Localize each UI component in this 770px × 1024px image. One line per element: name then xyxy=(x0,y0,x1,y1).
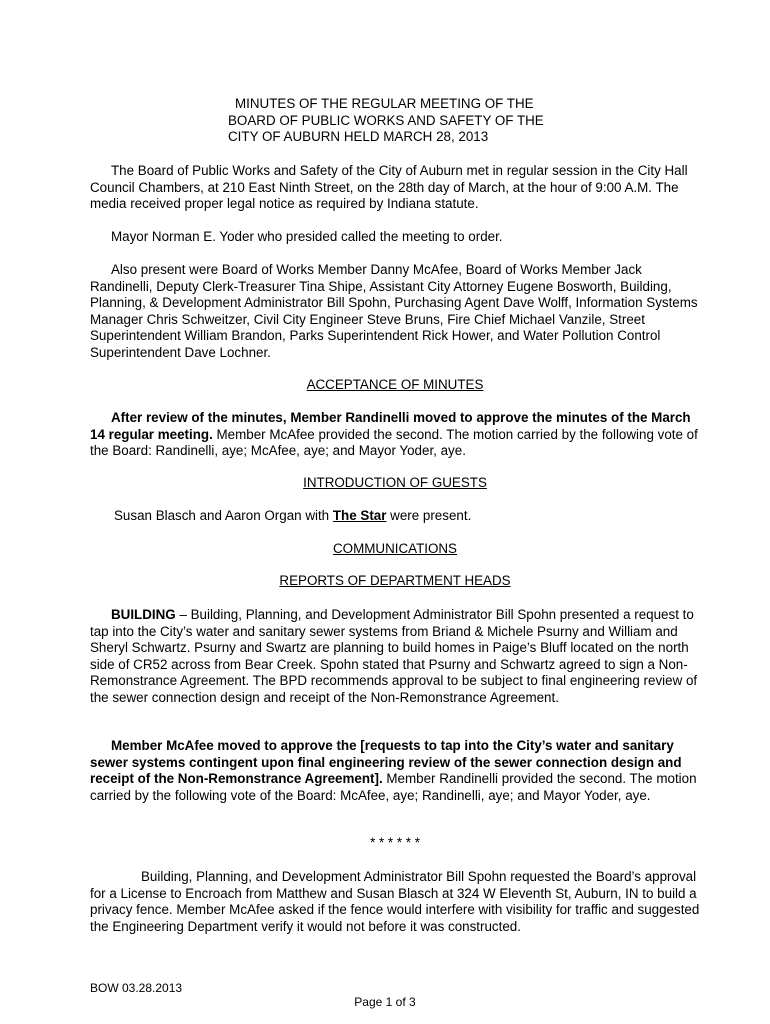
footer-document-code: BOW 03.28.2013 xyxy=(90,981,183,995)
section-heading-communications: COMMUNICATIONS xyxy=(333,541,457,556)
building-paragraph: BUILDING – Building, Planning, and Development Administrator Bill Spohn presented a request to tap into the City’s water and sanitary sewer systems from Briand & Michele Psurny and William and Sheryl Schwartz. Psurny and Swartz are planning to build homes in Paige’s Bluff located on the north side of CR52 across from Bear Creek. Spohn stated that Psurny and Schwartz agreed to sign a Non-Remonstrance Agreement. The BPD recommends approval to be subject to final engineering review of the sewer connection design and receipt of the Non-Remonstrance Agreement. xyxy=(90,607,698,705)
intro-paragraph: The Board of Public Works and Safety of the City of Auburn met in regular session in the City Hall Council Chambers, at 210 East Ninth Street, on the 28th day of March, at the hour of 9:00 A.M. The media received proper legal notice as required by Indiana statute. xyxy=(90,163,688,212)
acceptance-motion: After review of the minutes, Member Randinelli moved to approve the minutes of the March 14 regular meeting. xyxy=(90,410,691,442)
building-label: BUILDING xyxy=(111,607,176,622)
title-line-2: BOARD OF PUBLIC WORKS AND SAFETY OF THE xyxy=(228,112,544,128)
building-motion: Member McAfee moved to approve the [requests to tap into the City’s water and sanitary sewer systems contingent upon final engineering review of the sewer connection design and receipt of the Non-Remonstrance Agreement]. xyxy=(90,738,682,787)
section-heading-acceptance: ACCEPTANCE OF MINUTES xyxy=(306,377,484,392)
acceptance-vote: Member McAfee provided the second. The motion carried by the following vote of the Board: Randinelli, aye; McAfee, aye; and Mayor Yoder, aye. xyxy=(90,426,698,459)
document-title xyxy=(228,96,588,146)
guests-paragraph: Susan Blasch and Aaron Organ with The Star were present. xyxy=(114,508,472,523)
footer-page-number: Page 1 of 3 xyxy=(354,995,416,1009)
section-heading-reports: REPORTS OF DEPARTMENT HEADS xyxy=(279,573,511,588)
title-line-3: CITY OF AUBURN HELD MARCH 28, 2013 xyxy=(228,129,489,145)
newspaper-name: The Star xyxy=(332,508,387,523)
separator: * * * * * * xyxy=(370,835,420,850)
mayor-paragraph: Mayor Norman E. Yoder who presided called the meeting to order. xyxy=(111,229,503,244)
section-heading-guests: INTRODUCTION OF GUESTS xyxy=(303,475,487,490)
acceptance-paragraph xyxy=(90,410,700,460)
attendees-paragraph: Also present were Board of Works Member Danny McAfee, Board of Works Member Jack Randinelli, Deputy Clerk-Treasurer Tina Shipe, Assistant City Attorney Eugene Bosworth, Building, Planning, & Development Administrator Bill Spohn, Purchasing Agent Dave Wolff, Information Systems Manager Chris Schweitzer, Civil City Engineer Steve Bruns, Fire Chief Michael Vanzile, Street Superintendent William Brandon, Parks Superintendent Rick Hower, and Water Pollution Control Superintendent Dave Lochner. xyxy=(90,262,698,360)
encroach-paragraph: Building, Planning, and Development Administrator Bill Spohn requested the Board’s approval for a License to Encroach from Matthew and Susan Blasch at 324 W Eleventh St, Auburn, IN to build a privacy fence. Member McAfee asked if the fence would interfere with visibility for traffic and suggested the Engineering Department verify it would not before it was constructed. xyxy=(90,869,700,934)
title-line-1: MINUTES OF THE REGULAR MEETING OF THE xyxy=(235,96,534,111)
building-motion-paragraph xyxy=(90,738,700,804)
building-vote: Member Randinelli provided the second. The motion carried by the following vote of the Board: McAfee, aye; Randinelli, aye; and Mayor Yoder, aye. xyxy=(90,771,697,803)
